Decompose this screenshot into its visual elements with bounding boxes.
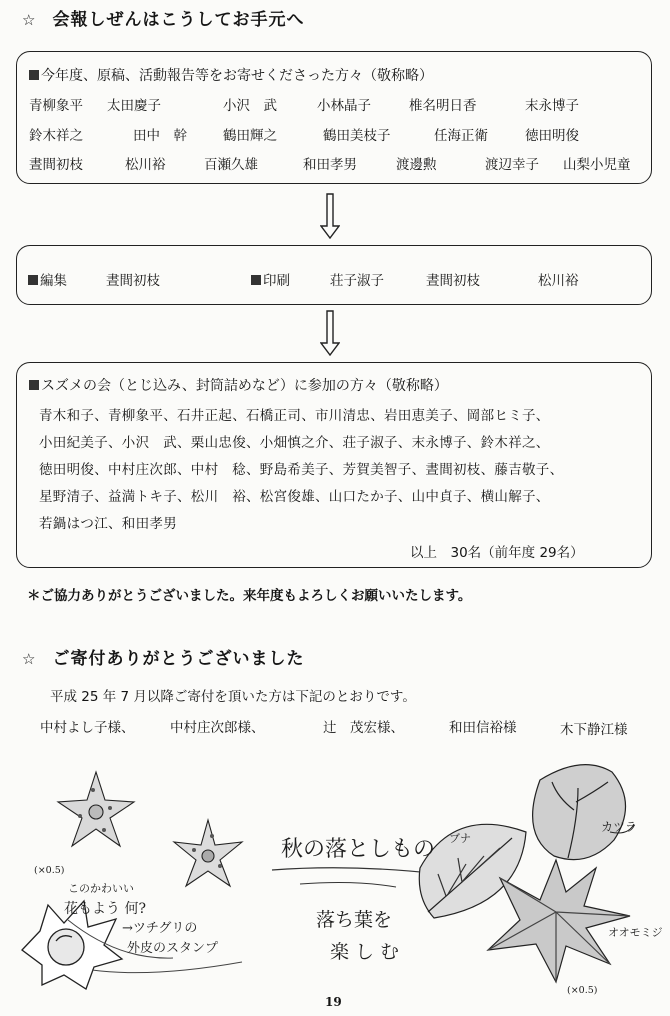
contributor-name: 和田孝男 xyxy=(303,157,357,173)
star-icon: ☆ xyxy=(22,650,37,668)
contributor-name: 椎名明日香 xyxy=(409,98,477,114)
down-arrow-icon xyxy=(320,193,340,239)
donor-name: 木下静江様 xyxy=(560,722,628,738)
square-bullet-icon xyxy=(28,275,38,285)
donor-name: 中村庄次郎様、 xyxy=(170,720,265,736)
handwritten-note: →ツチグリの xyxy=(122,921,198,936)
contributor-name: 山梨小児童 xyxy=(563,157,631,173)
volunteer-total: 以上 30名（前年度 29名） xyxy=(410,545,584,561)
square-bullet-icon xyxy=(29,380,39,390)
contributor-name: 鶴田美枝子 xyxy=(323,128,391,144)
contributors-box xyxy=(16,51,652,184)
contributor-name: 田中 幹 xyxy=(133,128,187,144)
contributor-name: 鶴田輝之 xyxy=(223,128,277,144)
print-label: 印刷 xyxy=(251,269,290,289)
contributor-name: 徳田明俊 xyxy=(525,128,579,144)
printer-name: 松川裕 xyxy=(538,273,579,289)
thanks-note: ＊ご協力ありがとうございました。来年度もよろしくお願いいたします。 xyxy=(27,588,472,604)
scale-label: (×0.5) xyxy=(34,865,65,876)
autumn-leaves-illustration xyxy=(0,740,670,1010)
contributor-name: 太田慶子 xyxy=(107,98,161,114)
handwritten-note: このかわいい xyxy=(68,882,134,895)
leaf-label-buna: ブナ xyxy=(449,832,471,845)
scale-label: (×0.5) xyxy=(567,985,598,996)
contributor-name: 任海正衛 xyxy=(434,128,488,144)
down-arrow-icon xyxy=(320,310,340,356)
contributor-name: 末永博子 xyxy=(525,98,579,114)
contributor-name: 百瀬久雄 xyxy=(204,157,258,173)
contributor-name: 小沢 武 xyxy=(223,98,277,114)
star-icon: ☆ xyxy=(22,11,37,29)
donor-name: 和田信裕様 xyxy=(449,720,517,736)
contributor-name: 渡辺幸子 xyxy=(485,157,539,173)
volunteer-line: 若鍋はつ江、和田孝男 xyxy=(39,516,177,532)
section-heading-donations xyxy=(22,644,304,669)
volunteer-line: 青木和子、青柳象平、石井正起、石橋正司、市川清忠、岩田恵美子、岡部ヒミ子、 xyxy=(39,408,550,424)
illustration-subtitle: 楽しむ xyxy=(330,941,406,963)
volunteer-line: 小田紀美子、小沢 武、栗山忠俊、小畑慎之介、荘子淑子、末永博子、鈴木祥之、 xyxy=(39,435,550,451)
square-bullet-icon xyxy=(251,275,261,285)
production-box xyxy=(16,245,652,305)
stamp-flower-icon xyxy=(58,772,134,846)
volunteers-title: スズメの会（とじ込み、封筒詰めなど）に参加の方々（敬称略） xyxy=(29,375,448,395)
donation-intro: 平成 25 年 7 月以降ご寄付を頂いた方は下記のとおりです。 xyxy=(50,689,416,705)
contributor-name: 晝間初枝 xyxy=(29,157,83,173)
printer-name: 荘子淑子 xyxy=(330,273,384,289)
contributor-name: 鈴木祥之 xyxy=(29,128,83,144)
section-heading-newsletter xyxy=(22,5,304,30)
handwritten-note: 花もよう 何? xyxy=(64,901,146,917)
contributors-title: 今年度、原稿、活動報告等をお寄せくださった方々（敬称略） xyxy=(29,65,433,85)
title-underline xyxy=(272,868,440,874)
volunteer-line: 星野清子、益満トキ子、松川 裕、松宮俊雄、山口たか子、山中貞子、横山解子、 xyxy=(39,489,550,505)
donor-name: 辻 茂宏様、 xyxy=(323,720,404,736)
heading-text: 会報しぜんはこうしてお手元へ xyxy=(52,10,305,30)
volunteer-line: 徳田明俊、中村庄次郎、中村 稔、野島希美子、芳賀美智子、晝間初枝、藤吉敬子、 xyxy=(39,462,564,478)
illustration-subtitle: 落ち葉を xyxy=(316,909,393,931)
handwritten-note: 外皮のスタンプ xyxy=(127,941,219,956)
volunteers-box xyxy=(16,362,652,568)
title-underline xyxy=(300,883,396,887)
page-number: 19 xyxy=(325,995,342,1009)
square-bullet-icon xyxy=(29,70,39,80)
contributor-name: 松川裕 xyxy=(125,157,166,173)
contributor-name: 小林晶子 xyxy=(317,98,371,114)
editor-name: 晝間初枝 xyxy=(106,273,160,289)
printer-name: 晝間初枝 xyxy=(426,273,480,289)
katsura-leaf-icon xyxy=(533,765,626,860)
donor-name: 中村よし子様、 xyxy=(40,720,135,736)
contributor-name: 青柳象平 xyxy=(29,98,83,114)
beech-leaf-icon xyxy=(419,824,526,918)
edit-label: 編集 xyxy=(28,269,67,289)
contributor-name: 渡邊勲 xyxy=(396,157,437,173)
illustration-title: 秋の落としもの xyxy=(281,837,436,862)
leaf-label-oomomiji: オオモミジ xyxy=(608,926,663,939)
heading-text: ご寄付ありがとうございました xyxy=(52,649,305,669)
leaf-label-katsura: カツラ xyxy=(601,820,638,834)
stamp-flower-icon xyxy=(174,820,242,886)
